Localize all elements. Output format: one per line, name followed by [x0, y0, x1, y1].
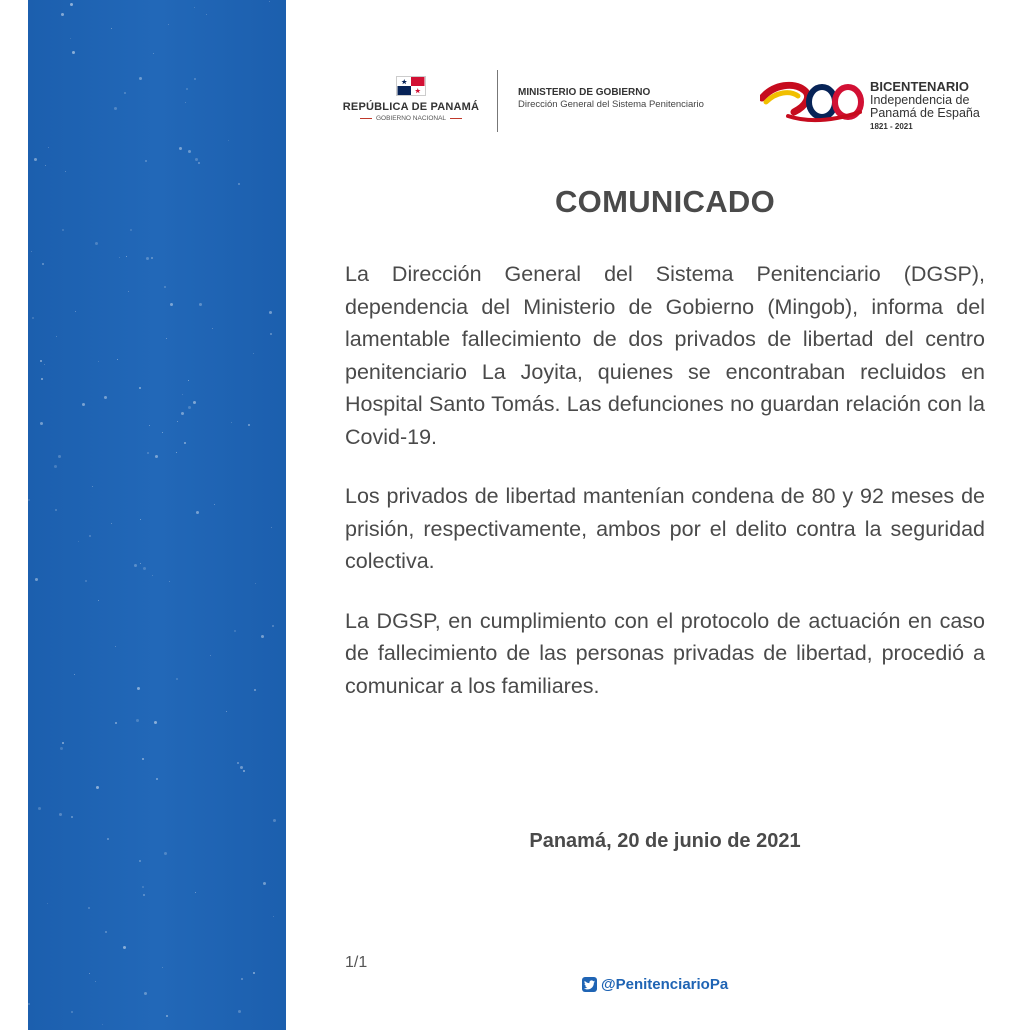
band-speck: [147, 452, 149, 454]
band-speck: [238, 1010, 241, 1013]
band-speck: [115, 722, 117, 724]
paragraph-3: La DGSP, en cumplimiento con el protocolo de actuación en caso de fallecimiento de las personas privadas de libertad, procedió a comunicar a los familiares.: [345, 608, 985, 698]
band-speck: [40, 422, 43, 425]
band-speck: [62, 229, 64, 231]
band-speck: [270, 333, 272, 335]
band-speck: [105, 931, 107, 933]
band-speck: [89, 973, 90, 974]
band-speck: [155, 455, 158, 458]
band-speck: [44, 364, 45, 365]
band-speck: [140, 563, 141, 564]
band-speck: [98, 361, 99, 362]
band-speck: [35, 578, 38, 581]
band-speck: [186, 88, 188, 90]
document-body: [345, 258, 985, 729]
band-speck: [139, 860, 141, 862]
band-speck: [62, 742, 64, 744]
band-speck: [253, 353, 254, 354]
band-speck: [98, 600, 99, 601]
header-divider: [497, 70, 498, 132]
band-speck: [164, 286, 166, 288]
band-speck: [117, 359, 118, 360]
band-speck: [60, 747, 63, 750]
band-speck: [107, 838, 109, 840]
ministry-title: MINISTERIO DE GOBIERNO: [518, 87, 651, 98]
band-speck: [261, 635, 264, 638]
band-speck: [65, 171, 66, 172]
band-speck: [54, 465, 57, 468]
band-speck: [139, 387, 141, 389]
band-speck: [95, 981, 96, 982]
band-speck: [212, 328, 213, 329]
band-speck: [126, 256, 127, 257]
band-speck: [241, 978, 243, 980]
band-speck: [136, 719, 139, 722]
band-speck: [255, 583, 256, 584]
ministry-subtitle: Dirección General del Sistema Penitenciario: [518, 99, 704, 110]
band-speck: [145, 160, 147, 162]
band-speck: [162, 967, 163, 968]
gov-subtitle-row: [340, 115, 482, 122]
logo-numeral: 200: [814, 126, 816, 127]
band-speck: [115, 646, 116, 647]
band-speck: [170, 303, 173, 306]
band-speck: [96, 786, 99, 789]
band-speck: [153, 53, 154, 54]
band-speck: [142, 886, 144, 888]
band-speck: [168, 24, 169, 25]
decorative-side-band: [28, 0, 286, 1030]
bicentenario-text: [870, 80, 980, 131]
band-speck: [254, 689, 256, 691]
band-speck: [111, 28, 112, 29]
band-speck: [179, 147, 182, 150]
band-speck: [184, 442, 186, 444]
band-speck: [144, 992, 147, 995]
band-speck: [188, 406, 191, 409]
divider-rule: [360, 118, 372, 119]
band-speck: [234, 630, 236, 632]
band-speck: [194, 78, 196, 80]
band-speck: [166, 1015, 168, 1017]
band-speck: [194, 7, 195, 8]
band-speck: [166, 338, 167, 339]
band-speck: [188, 150, 191, 153]
band-speck: [124, 92, 126, 94]
bicentenario-line-1: Independencia de: [870, 93, 970, 107]
band-speck: [271, 527, 272, 528]
band-speck: [164, 852, 167, 855]
band-speck: [156, 778, 158, 780]
paragraph-1: La Dirección General del Sistema Penitenciario (DGSP), dependencia del Ministerio de Gobierno (Mingob), informa del lamentable fallecimiento de dos privados de libertad del centro penitenciario La Joyita, quienes se encontraban recluidos en Hospital Santo Tomás. Las defunciones no guardan relación con la Covid-19.: [345, 262, 985, 449]
band-speck: [226, 711, 227, 712]
band-speck: [142, 758, 144, 760]
band-speck: [82, 403, 85, 406]
band-speck: [134, 564, 137, 567]
band-speck: [28, 1003, 30, 1005]
band-speck: [146, 257, 149, 260]
band-speck: [114, 107, 117, 110]
document-date: Panamá, 20 de junio de 2021: [529, 830, 801, 852]
band-speck: [195, 158, 198, 161]
band-speck: [45, 165, 46, 166]
band-speck: [56, 336, 57, 337]
band-speck: [177, 421, 178, 422]
band-speck: [89, 535, 91, 537]
band-speck: [253, 972, 255, 974]
band-speck: [199, 303, 202, 306]
bicentenario-200-icon: [760, 76, 868, 128]
twitter-link[interactable]: [582, 976, 728, 993]
band-speck: [128, 291, 129, 292]
band-speck: [31, 251, 32, 252]
band-speck: [248, 424, 250, 426]
twitter-icon: [582, 977, 597, 992]
band-speck: [198, 162, 200, 164]
band-speck: [47, 903, 48, 904]
band-speck: [78, 541, 79, 542]
band-speck: [154, 721, 157, 724]
band-speck: [263, 882, 266, 885]
band-speck: [273, 819, 276, 822]
ministry-block: [518, 87, 704, 110]
paragraph-2: Los privados de libertad mantenían condena de 80 y 92 meses de prisión, respectivamente, ambos por el delito contra la seguridad colectiva.: [345, 484, 985, 573]
band-speck: [104, 396, 107, 399]
band-speck: [28, 499, 30, 501]
band-speck: [119, 257, 120, 258]
band-speck: [195, 892, 196, 893]
gov-subtitle: GOBIERNO NACIONAL: [375, 115, 447, 122]
band-speck: [123, 946, 126, 949]
page-number: 1/1: [345, 954, 368, 971]
band-speck: [228, 140, 229, 141]
gobierno-nacional-logo: [340, 76, 482, 132]
divider-rule: [450, 118, 462, 119]
band-speck: [182, 394, 183, 395]
band-speck: [214, 504, 215, 505]
band-speck: [243, 770, 245, 772]
band-speck: [149, 425, 150, 426]
bicentenario-logo: [760, 76, 990, 138]
band-speck: [181, 412, 184, 415]
band-speck: [137, 687, 140, 690]
band-speck: [75, 311, 76, 312]
band-speck: [48, 147, 49, 148]
band-speck: [231, 422, 232, 423]
band-speck: [152, 575, 153, 576]
band-speck: [188, 380, 189, 381]
panama-flag-icon: [396, 76, 426, 96]
band-speck: [70, 38, 71, 39]
band-speck: [32, 317, 34, 319]
band-speck: [111, 523, 112, 524]
band-speck: [140, 519, 141, 520]
band-speck: [71, 816, 73, 818]
band-speck: [272, 625, 274, 627]
band-speck: [185, 102, 186, 103]
band-speck: [139, 77, 142, 80]
letterhead: [340, 70, 990, 140]
band-speck: [238, 183, 240, 185]
band-speck: [95, 242, 98, 245]
band-speck: [196, 511, 199, 514]
band-speck: [206, 14, 207, 15]
band-speck: [61, 13, 64, 16]
band-speck: [269, 1, 270, 2]
bicentenario-years: 1821 - 2021: [870, 122, 913, 131]
band-speck: [58, 455, 61, 458]
bicentenario-line-2: Panamá de España: [870, 105, 980, 120]
band-speck: [130, 229, 132, 231]
band-speck: [55, 509, 57, 511]
gov-title: REPÚBLICA DE PANAMÁ: [342, 101, 480, 113]
band-speck: [210, 655, 211, 656]
band-speck: [88, 907, 90, 909]
band-speck: [41, 378, 43, 380]
twitter-handle[interactable]: @PenitenciarioPa: [601, 976, 729, 993]
band-speck: [237, 762, 239, 764]
band-speck: [72, 51, 75, 54]
band-speck: [240, 766, 243, 769]
band-speck: [143, 894, 145, 896]
band-speck: [42, 263, 44, 265]
band-speck: [85, 580, 87, 582]
band-speck: [70, 3, 73, 6]
band-speck: [59, 813, 62, 816]
document-title: COMUNICADO: [555, 184, 775, 219]
band-speck: [269, 311, 272, 314]
band-speck: [162, 432, 163, 433]
band-speck: [193, 401, 196, 404]
band-speck: [176, 678, 178, 680]
band-speck: [102, 1024, 103, 1025]
band-speck: [40, 360, 42, 362]
band-speck: [38, 807, 41, 810]
band-speck: [71, 1011, 73, 1013]
band-speck: [34, 158, 37, 161]
band-speck: [74, 674, 75, 675]
band-speck: [151, 257, 153, 259]
band-speck: [176, 452, 177, 453]
bicentenario-title: BICENTENARIO: [870, 79, 969, 94]
band-speck: [92, 486, 93, 487]
band-speck: [273, 916, 274, 917]
band-speck: [169, 581, 170, 582]
band-speck: [143, 567, 146, 570]
